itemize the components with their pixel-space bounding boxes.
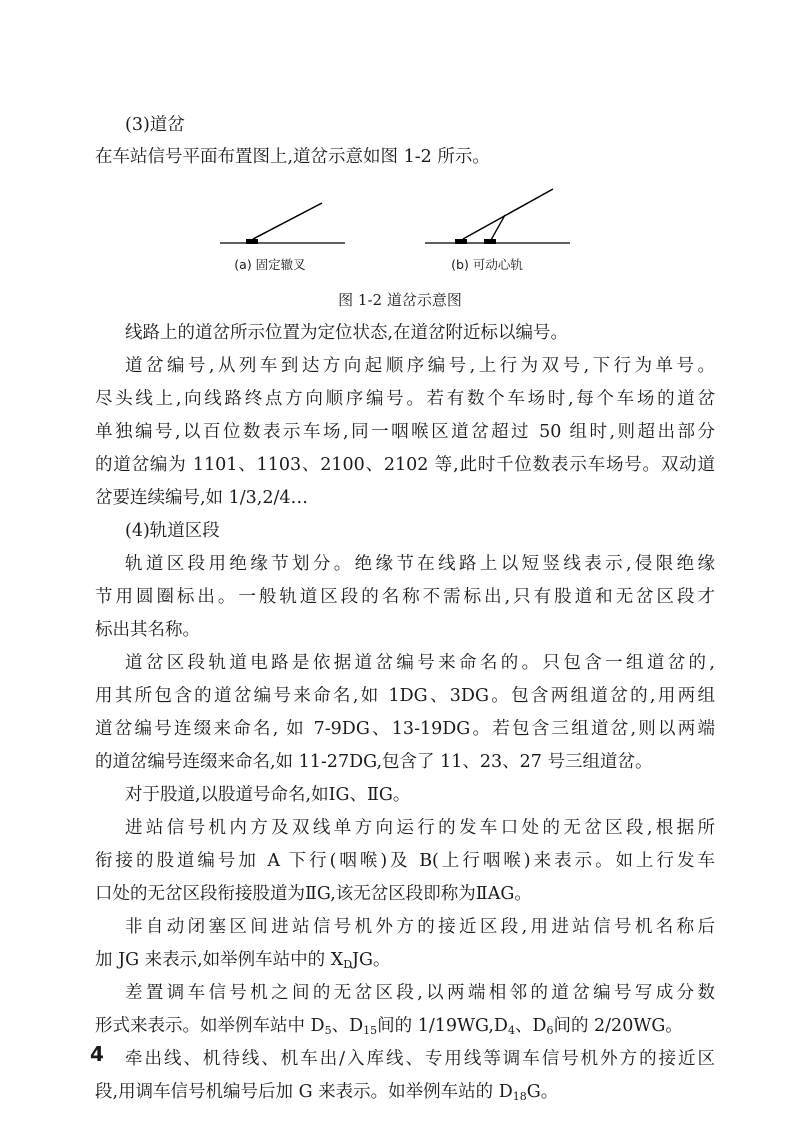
paragraph-line: 对于股道,以股道号命名,如ⅠG、ⅡG。 bbox=[125, 785, 411, 805]
intro-line: 在车站信号平面布置图上,道岔示意如图 1-2 所示。 bbox=[95, 147, 490, 167]
paragraph-line: 段,用调车信号机编号后加 G 来表示。如举例车站的 $D_{18}G$。 bbox=[95, 1082, 559, 1103]
page-number: 4 bbox=[90, 1042, 104, 1066]
paragraph-line: 单独编号,以百位数表示车场,同一咽喉区道岔超过 50 组时,则超出部分 bbox=[95, 422, 715, 442]
figure-caption: 图 1-2 道岔示意图 bbox=[338, 291, 462, 309]
paragraph-line: 标出其名称。 bbox=[95, 620, 200, 640]
paragraph-line: 牵出线、机待线、机车出/入库线、专用线等调车信号机外方的接近区 bbox=[125, 1049, 715, 1069]
paragraph-line: 的道岔编为 1101、1103、2100、2102 等,此时千位数表示车场号。双动道 bbox=[95, 455, 715, 475]
paragraph-line: 差置调车信号机之间的无岔区段,以两端相邻的道岔编号写成分数 bbox=[125, 983, 715, 1003]
section-4-heading: (4)轨道区段 bbox=[125, 521, 220, 541]
paragraph-line: 道岔区段轨道电路是依据道岔编号来命名的。只包含一组道岔的, bbox=[125, 653, 715, 673]
paragraph-line: 衔接的股道编号加 A 下行(咽喉)及 B(上行咽喉)来表示。如上行发车 bbox=[95, 851, 715, 871]
paragraph-line: 节用圆圈标出。一般轨道区段的名称不需标出,只有股道和无岔区段才 bbox=[95, 587, 715, 607]
paragraph-line: 轨道区段用绝缘节划分。绝缘节在线路上以短竖线表示,侵限绝缘 bbox=[125, 554, 715, 574]
paragraph-line: 道岔编号,从列车到达方向起顺序编号,上行为双号,下行为单号。 bbox=[125, 356, 715, 376]
section-3-heading: (3)道岔 bbox=[125, 115, 185, 135]
figure-a-label: (a) 固定辙叉 bbox=[234, 257, 306, 272]
paragraph-line: 形式来表示。如举例车站中 $D_5$、$D_{15}$间的 $1/19WG,D_4$、$D_6$间的 2/20WG。 bbox=[95, 1016, 683, 1037]
paragraph-line: 岔要连续编号,如 1/3,2/4… bbox=[95, 488, 309, 508]
paragraph-line: 加 JG 来表示,如举例车站中的 $X_DJG$。 bbox=[95, 950, 391, 971]
paragraph-line: 道岔编号连缀来命名, 如 7-9DG、13-19DG。若包含三组道岔,则以两端 bbox=[95, 719, 715, 739]
paragraph-line: 非自动闭塞区间进站信号机外方的接近区段,用进站信号机名称后 bbox=[125, 917, 715, 937]
fixed-frog-diagram bbox=[220, 203, 345, 244]
paragraph-line: 进站信号机内方及双线单方向运行的发车口处的无岔区段,根据所 bbox=[125, 818, 715, 838]
paragraph-line: 线路上的道岔所示位置为定位状态,在道岔附近标以编号。 bbox=[125, 323, 569, 343]
movable-point-frog-diagram bbox=[425, 189, 570, 244]
paragraph-line: 用其所包含的道岔编号来命名,如 1DG、3DG。包含两组道岔的,用两组 bbox=[95, 686, 715, 706]
paragraph-line: 的道岔编号连缀来命名,如 11-27DG,包含了 11、23、27 号三组道岔。 bbox=[95, 752, 653, 772]
paragraph-line: 口处的无岔区段衔接股道为ⅡG,该无岔区段即称为ⅡAG。 bbox=[95, 884, 532, 904]
figure-b-label: (b) 可动心轨 bbox=[451, 257, 523, 272]
paragraph-line: 尽头线上,向线路终点方向顺序编号。若有数个车场时,每个车场的道岔 bbox=[95, 389, 715, 409]
